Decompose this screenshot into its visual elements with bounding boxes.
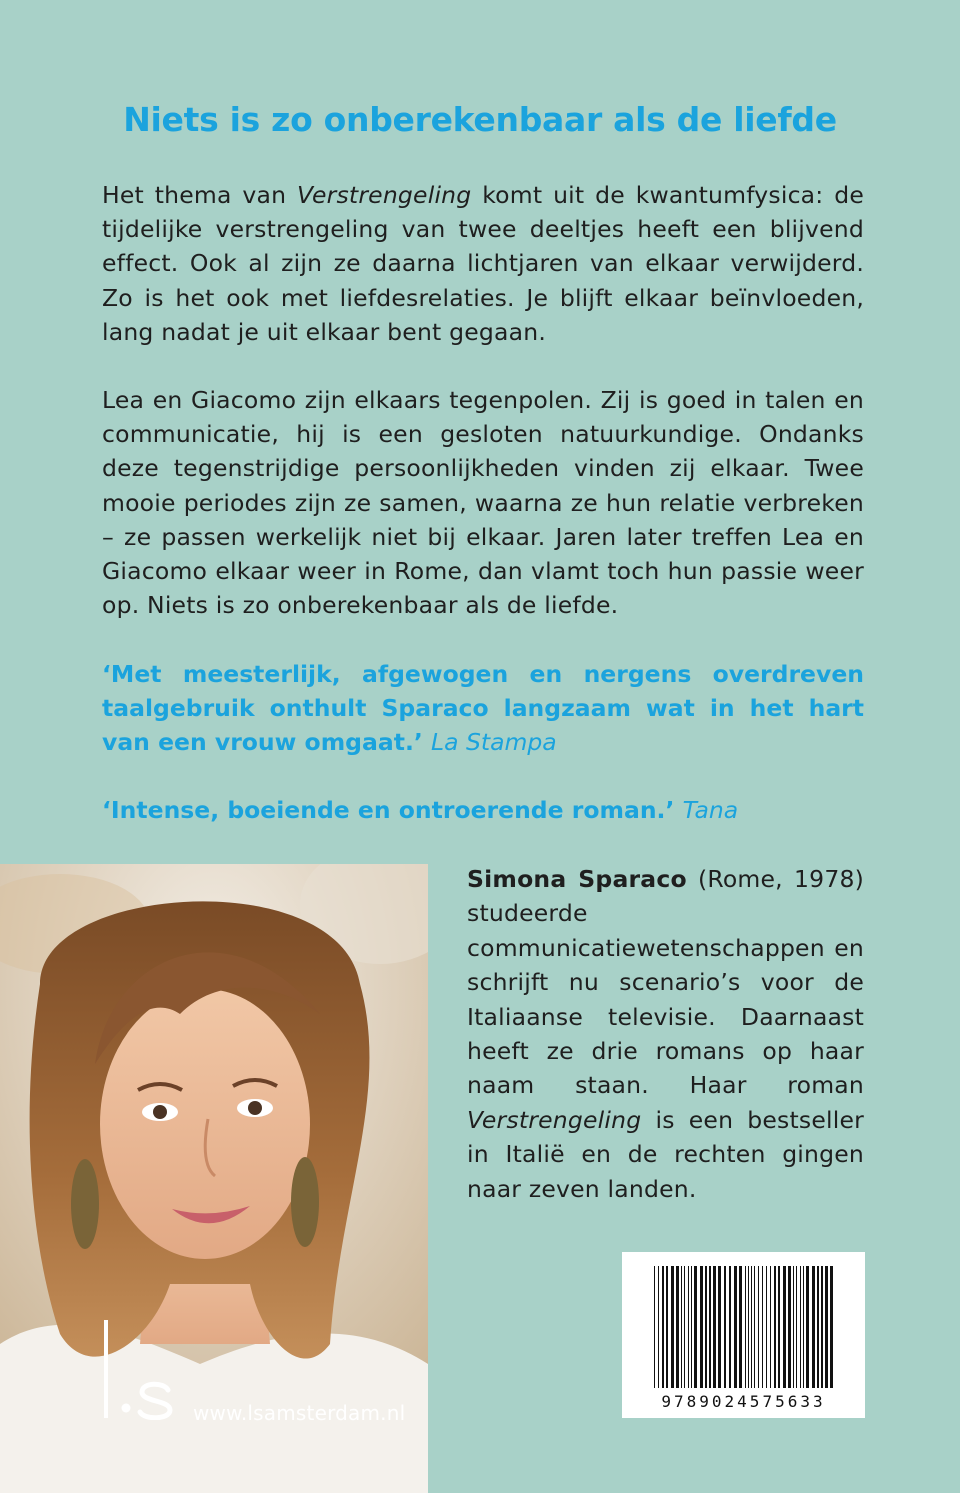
barcode-bar [713, 1266, 716, 1388]
barcode-bar [774, 1266, 776, 1388]
quote-source: Tana [682, 796, 739, 824]
quote-text: ‘Intense, boeiende en ontroerende roman.’ [102, 796, 675, 824]
review-quote-2 [102, 793, 864, 827]
barcode-bar [748, 1266, 749, 1388]
author-biography [467, 862, 864, 1206]
portrait-illustration [0, 864, 428, 1493]
barcode-bar [762, 1266, 763, 1388]
barcode-bar [654, 1266, 655, 1388]
barcode-bar [800, 1266, 801, 1388]
barcode-bar [658, 1266, 659, 1388]
publisher-logo-icon [102, 1320, 182, 1420]
barcode-bar [770, 1266, 771, 1388]
synopsis-paragraph-1 [102, 178, 864, 349]
barcode-bar [718, 1266, 721, 1388]
barcode-bar [676, 1266, 679, 1388]
barcode-bar [694, 1266, 697, 1388]
barcode-bar [766, 1266, 767, 1388]
barcode-bar [684, 1266, 685, 1388]
bio-text: (Rome, 1978) studeerde communicatiewetenschappen en schrijft nu scenario’s voor de Italiaanse televisie. Daarnaast heeft ze drie romans op haar naam staan. Haar roman [467, 865, 865, 1100]
barcode-bar [825, 1266, 828, 1388]
barcode-bar [793, 1266, 794, 1388]
synopsis-text: komt uit de kwantumfysica: de tijdelijke verstrengeling van twee deeltjes heeft een blijvend effect. Ook al zijn ze daarna lichtjaren van elkaar verwijderd. Zo is het ook met liefdesrelaties. Je blijft elkaar beïnvloeden, lang nadat je uit elkaar bent gegaan. [102, 181, 864, 346]
synopsis-text: Het thema van [102, 181, 298, 209]
barcode-bar [754, 1266, 755, 1388]
barcode-bar [739, 1266, 742, 1388]
bio-text: is een bestseller in Italië en de rechten gingen naar zeven landen. [467, 1105, 864, 1203]
barcode-bar [745, 1266, 746, 1388]
barcode-bar [796, 1266, 797, 1388]
barcode-bar [729, 1266, 731, 1388]
barcode-bar [700, 1266, 703, 1388]
book-title: Verstrengeling [467, 1105, 642, 1134]
barcode-bar [817, 1266, 819, 1388]
barcode-bar [705, 1266, 707, 1388]
barcode-bar [803, 1266, 804, 1388]
author-name: Simona Sparaco [467, 865, 687, 893]
barcode-bar [671, 1266, 674, 1388]
barcode-bar [812, 1266, 815, 1388]
barcode-bar [783, 1266, 786, 1388]
review-quote-1 [102, 657, 864, 760]
barcode-icon [622, 1252, 865, 1418]
back-cover-headline: Niets is zo onberekenbaar als de liefde [123, 100, 837, 139]
barcode-bars [622, 1252, 865, 1392]
book-title: Verstrengeling [297, 181, 472, 209]
barcode-bar [681, 1266, 682, 1388]
barcode-bar [709, 1266, 711, 1388]
barcode-bar [724, 1266, 726, 1388]
barcode-bar [778, 1266, 780, 1388]
publisher-website-link[interactable]: www.lsamsterdam.nl [193, 1401, 406, 1425]
author-portrait-photo [0, 864, 428, 1493]
quote-source: La Stampa [431, 728, 557, 757]
quote-text: ‘Met meesterlijk, afgewogen en nergens overdreven taalgebruik onthult Sparaco langzaam wat in het hart van een vrouw omgaat.’ [102, 660, 864, 757]
barcode-bar [688, 1266, 689, 1388]
barcode-bar [806, 1266, 809, 1388]
synopsis-paragraph-2: Lea en Giacomo zijn elkaars tegenpolen. Zij is goed in talen en communicatie, hij is een gesloten natuurkundige. Ondanks deze tegenstrijdige persoonlijkheden vinden zij elkaar. Twee mooie periodes zijn ze samen, waarna ze hun relatie verbreken – ze passen werkelijk niet bij elkaar. Jaren later treffen Lea en Giacomo elkaar weer in Rome, dan vlamt toch hun passie weer op. Niets is zo onberekenbaar als de liefde. [102, 386, 864, 620]
barcode-bar [666, 1266, 668, 1388]
barcode-bar [691, 1266, 692, 1388]
barcode-bar [830, 1266, 833, 1388]
barcode-bar [788, 1266, 791, 1388]
barcode-bar [758, 1266, 759, 1388]
barcode-bar [821, 1266, 823, 1388]
isbn-number: 9789024575633 [661, 1392, 826, 1411]
barcode-bar [734, 1266, 737, 1388]
barcode-bar [662, 1266, 664, 1388]
barcode-bar [751, 1266, 752, 1388]
